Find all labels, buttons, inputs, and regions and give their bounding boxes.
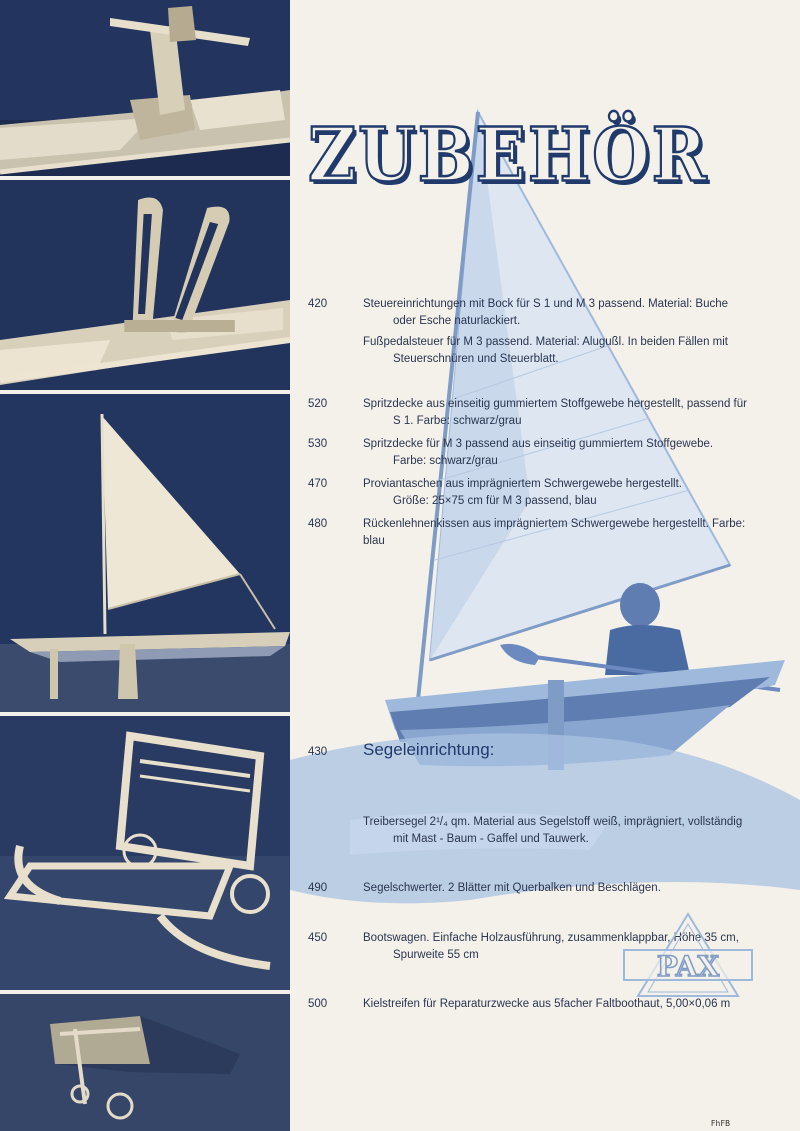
section-heading: Segeleinrichtung: [363, 740, 495, 759]
item-description [363, 996, 759, 1013]
photo-sailing-canoe [0, 394, 290, 712]
item-line: Spritzdecke für M 3 passend aus einseitig gummiertem Stoffgewebe. [363, 438, 714, 450]
item-line: Steuerschnüren und Steuerblatt. [393, 353, 559, 365]
item-number: 430 [308, 746, 328, 758]
item-line: Treibersegel 2¹/₄ qm. Material aus Segelstoff weiß, imprägniert, vollständig [363, 816, 743, 828]
pax-logo [618, 910, 758, 1000]
item-line: Farbe: schwarz/grau [393, 455, 498, 467]
item-number: 490 [308, 882, 328, 894]
item-line: Segelschwerter. 2 Blätter mit Querbalken und Beschlägen. [363, 882, 661, 894]
item-description [363, 814, 759, 848]
item-line: S 1. Farbe: schwarz/grau [393, 415, 522, 427]
item-number: 530 [308, 438, 328, 450]
item-number: 520 [308, 398, 328, 410]
photo-boat-trolley [0, 716, 290, 990]
item-line: Steuereinrichtungen mit Bock für S 1 und M 3 passend. Material: Buche [363, 298, 729, 310]
item-line: Spurweite 55 cm [393, 949, 479, 961]
photo-column [0, 0, 290, 1131]
page-title: ZUBEHÖR [308, 111, 709, 199]
photo-folded-trolley-with-bag [0, 994, 290, 1131]
item-description [363, 396, 759, 430]
item-line: Kielstreifen für Reparaturzwecke aus 5facher Faltboothaut, 5,00×0,06 m [363, 998, 731, 1010]
item-number: 470 [308, 478, 328, 490]
item-line: Proviantaschen aus imprägniertem Schwergewebe hergestellt. [363, 478, 682, 490]
item-number: 500 [308, 998, 328, 1010]
document-area [290, 0, 800, 1131]
item-number: 450 [308, 932, 328, 944]
item-line: Größe: 25×75 cm für M 3 passend, blau [393, 495, 597, 507]
corner-mark: FhFB [710, 1119, 730, 1128]
logo-text: PAX [656, 950, 720, 983]
photo-rudder-with-mount [0, 0, 290, 176]
item-number: 480 [308, 518, 328, 530]
item-line: mit Mast - Baum - Gaffel und Tauwerk. [393, 833, 589, 845]
item-description [363, 436, 759, 470]
item-description [363, 334, 759, 368]
item-line: Rückenlehnenkissen aus imprägniertem Schwergewebe hergestellt. Farbe: blau [363, 518, 746, 547]
item-line: Fußpedalsteuer für M 3 passend. Material: Alugußl. In beiden Fällen mit [363, 336, 728, 348]
item-line: oder Esche naturlackiert. [393, 315, 521, 327]
photo-foot-pedal-rudder [0, 180, 290, 390]
item-line: Bootswagen. Einfache Holzausführung, zusammenklappbar, Höhe 35 cm, [363, 932, 739, 944]
item-description [363, 880, 759, 897]
item-description [363, 516, 759, 550]
item-description [363, 476, 759, 510]
item-number: 420 [308, 298, 328, 310]
item-line: Spritzdecke aus einseitig gummiertem Stoffgewebe hergestellt, passend für [363, 398, 747, 410]
item-description [363, 296, 759, 330]
